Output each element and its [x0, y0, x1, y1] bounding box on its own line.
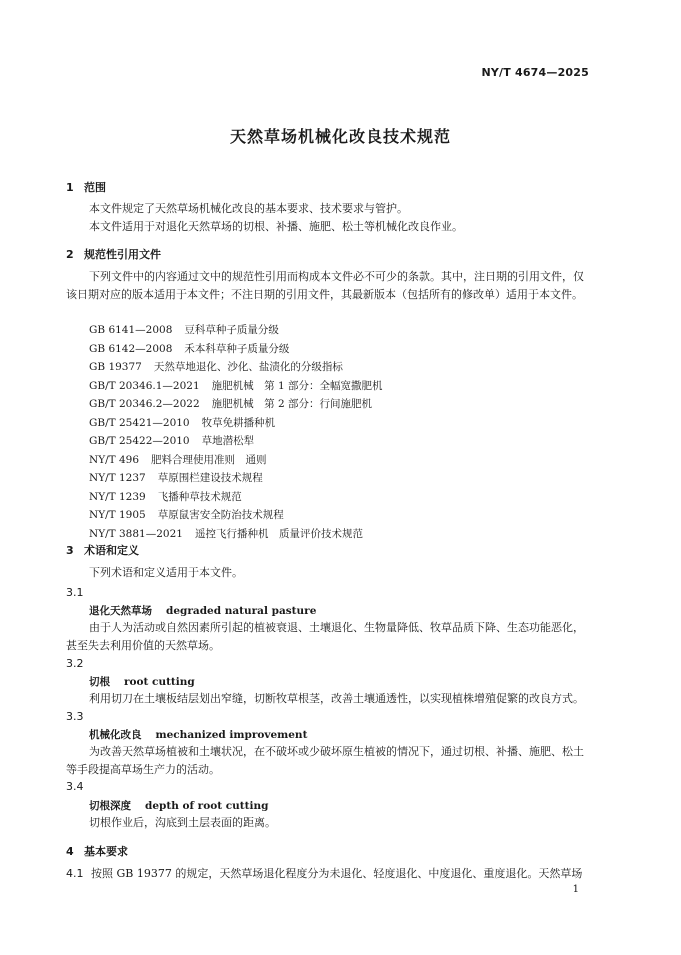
reference-item	[89, 395, 382, 414]
reference-code: GB 6142—2008	[89, 342, 173, 355]
document-title: 天然草场机械化改良技术规范	[229, 127, 451, 146]
reference-name: 遥控飞行播种机 质量评价技术规范	[194, 527, 363, 540]
reference-name: 施肥机械 第 1 部分：全幅宽撒肥机	[211, 379, 383, 392]
term-number: 3.1	[66, 586, 84, 599]
term-zh: 机械化改良	[89, 729, 142, 741]
reference-item	[89, 432, 382, 451]
reference-item	[89, 469, 382, 488]
reference-name: 豆科草种子质量分级	[184, 324, 279, 336]
reference-name: 牧草免耕播种机	[201, 416, 276, 429]
reference-name: 草原鼠害安全防治技术规程	[157, 509, 284, 521]
term-en: degraded natural pasture	[166, 605, 317, 617]
reference-name: 草地潜松犁	[201, 435, 255, 447]
section-title: 基本要求	[84, 845, 128, 858]
section-number: 4	[66, 845, 74, 858]
reference-name: 天然草地退化、沙化、盐渍化的分级指标	[153, 361, 343, 373]
section-title: 术语和定义	[84, 544, 139, 557]
section-4-heading	[66, 843, 128, 859]
term-en: root cutting	[124, 676, 195, 688]
term-definition: 由于人为活动或自然因素所引起的植被衰退、土壤退化、生物量降低、牧草品质下降、生态功能恶化，甚至失去利用价值的天然草场。	[66, 621, 584, 652]
reference-code: NY/T 1239	[89, 490, 146, 503]
reference-name: 施肥机械 第 2 部分：行间施肥机	[211, 398, 372, 410]
section-3-heading	[66, 542, 139, 558]
section-1-heading	[66, 179, 106, 195]
term-en: depth of root cutting	[145, 800, 269, 812]
reference-item	[89, 451, 382, 470]
term-heading	[89, 798, 268, 813]
paragraph: 下列术语和定义适用于本文件。	[89, 566, 243, 579]
reference-code: GB/T 20346.1—2021	[89, 379, 200, 392]
term-zh: 切根深度	[89, 800, 131, 812]
clause-4-1	[66, 865, 606, 883]
section-number: 1	[66, 181, 74, 194]
standard-code: NY/T 4674—2025	[481, 66, 589, 79]
term-heading	[89, 674, 195, 689]
reference-name: 飞播种草技术规范	[157, 490, 242, 503]
reference-item	[89, 321, 382, 340]
reference-name: 草原围栏建设技术规程	[157, 472, 263, 484]
paragraph: 本文件规定了天然草场机械化改良的基本要求、技术要求与管护。	[89, 202, 408, 215]
reference-item	[89, 340, 382, 359]
term-en: mechanized improvement	[155, 729, 308, 741]
section-title: 范围	[84, 181, 106, 194]
clause-text: 按照 GB 19377 的规定，天然草场退化程度分为未退化、轻度退化、中度退化、重度退化。天然草场	[91, 867, 583, 880]
term-zh: 退化天然草场	[89, 605, 152, 617]
reference-item	[89, 358, 382, 377]
section-number: 3	[66, 544, 74, 557]
reference-code: NY/T 1237	[89, 472, 146, 484]
term-definition: 为改善天然草场植被和土壤状况，在不破坏或少破坏原生植被的情况下，通过切根、补播、施肥、松土等手段提高草场生产力的活动。	[66, 745, 584, 776]
reference-item	[89, 414, 382, 433]
reference-code: GB/T 25422—2010	[89, 435, 190, 447]
term-zh: 切根	[89, 676, 110, 688]
reference-code: NY/T 3881—2021	[89, 527, 183, 540]
term-number: 3.3	[66, 710, 84, 723]
reference-item	[89, 488, 382, 507]
reference-code: GB/T 20346.2—2022	[89, 398, 200, 410]
section-number: 2	[66, 248, 74, 261]
reference-item	[89, 525, 382, 544]
reference-name: 肥料合理使用准则 通则	[151, 453, 267, 466]
term-definition: 利用切刀在土壤板结层划出窄缝，切断牧草根茎，改善土壤通透性，以实现植株增殖促繁的改良方式。	[89, 692, 584, 705]
reference-code: GB/T 25421—2010	[89, 416, 190, 429]
reference-code: NY/T 496	[89, 453, 140, 466]
paragraph: 本文件适用于对退化天然草场的切根、补播、施肥、松土等机械化改良作业。	[89, 220, 463, 233]
term-heading	[89, 603, 316, 618]
term-number: 3.4	[66, 780, 84, 793]
reference-code: NY/T 1905	[89, 509, 146, 521]
reference-code: GB 6141—2008	[89, 324, 173, 336]
reference-list	[89, 321, 382, 543]
clause-number: 4.1	[66, 867, 84, 880]
reference-code: GB 19377	[89, 361, 142, 373]
reference-item	[89, 377, 382, 396]
section-title: 规范性引用文件	[84, 248, 161, 261]
reference-name: 禾本科草种子质量分级	[184, 342, 290, 355]
term-number: 3.2	[66, 657, 84, 670]
term-heading	[89, 727, 307, 742]
reference-item	[89, 506, 382, 525]
paragraph: 下列文件中的内容通过文中的规范性引用而构成本文件必不可少的条款。其中，注日期的引用文件，仅该日期对应的版本适用于本文件；不注日期的引用文件，其最新版本（包括所有的修改单）适用于本文件。	[66, 270, 584, 301]
term-definition: 切根作业后，沟底到土层表面的距离。	[89, 816, 276, 829]
section-2-heading	[66, 246, 161, 262]
page-number: 1	[572, 884, 579, 895]
